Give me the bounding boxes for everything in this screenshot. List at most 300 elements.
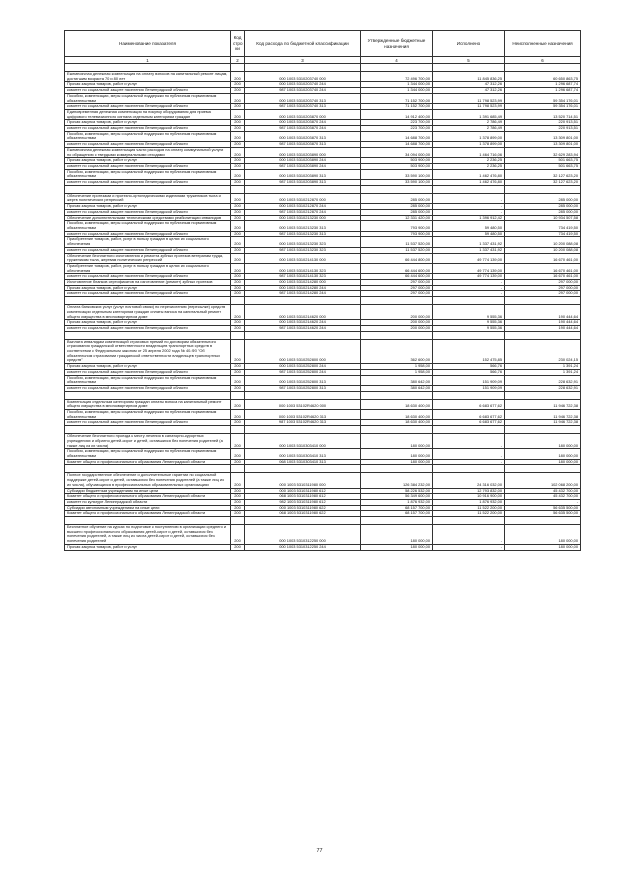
unexecuted-amount: 734 419,50 — [505, 231, 581, 237]
budget-code: 000 1003 5310311980 612 — [245, 488, 361, 494]
line-code: 200 — [231, 364, 245, 370]
unexecuted-amount: 285 000,00 — [505, 204, 581, 210]
unexecuted-amount: 501 663,75 — [505, 163, 581, 169]
table-row — [65, 253, 581, 263]
indicator-name: Прочая закупка товаров, работ и услуг — [65, 544, 231, 550]
executed-amount: - — [433, 291, 505, 297]
executed-amount: - — [433, 209, 505, 215]
indicator-name: Оплата банковских услуг (услуг почтовой связи) по перечислению (пересылке) средств компенсации отдельным категориям граждан оплаты взноса на капитальный ремонт общего имущества в многоквартирном доме — [65, 305, 231, 320]
approved-amount: 66 444 800,00 — [361, 253, 433, 263]
spacer-cell — [505, 64, 581, 72]
unexecuted-amount: 10 200 088,08 — [505, 237, 581, 247]
unexecuted-amount: 228 632,91 — [505, 385, 581, 391]
unexecuted-amount: 11 946 722,38 — [505, 420, 581, 426]
executed-amount: 49 774 139,00 — [433, 274, 505, 280]
budget-code: 000 1003 5310214280 000 — [245, 280, 361, 286]
executed-amount: - — [433, 434, 505, 449]
unexecuted-amount: 1 391,24 — [505, 369, 581, 375]
budget-code: 987 1003 5310203870 244 — [245, 126, 361, 132]
indicator-name: Обеспечение бесплатного изготовления и ремонта зубных протезов ветеранам труда, труженикам тыла, жертвам политических репрессий — [65, 253, 231, 263]
spacer-cell — [65, 331, 231, 339]
budget-code: 000 1003 5310312250 244 — [245, 544, 361, 550]
unexecuted-amount: 13 309 801,00 — [505, 131, 581, 141]
line-code: 200 — [231, 274, 245, 280]
indicator-name: Ежемесячная денежная компенсация части расходов на оплату коммунальной услуги по обращению с твердыми коммунальными отходами — [65, 147, 231, 157]
spacer-cell — [433, 64, 505, 72]
indicator-name: Комитет общего и профессионального образования Ленинградской области — [65, 459, 231, 465]
budget-code: 000 1003 5310203740 313 — [245, 93, 361, 103]
line-code: 200 — [231, 399, 245, 409]
approved-amount: 33 590 100,00 — [361, 180, 433, 186]
executed-amount: 152 475,85 — [433, 339, 505, 364]
budget-code: 987 1003 5310214620 244 — [245, 325, 361, 331]
executed-amount: 1 876 932,00 — [433, 499, 505, 505]
header-classification-code: Код расхода по бюджетной классификации — [245, 31, 361, 57]
unexecuted-amount: 1 391,24 — [505, 364, 581, 370]
budget-code: 987 1003 5310203740 313 — [245, 104, 361, 110]
column-number: 5 — [433, 57, 505, 64]
budget-code: 000 1003 5310203870 000 — [245, 109, 361, 119]
unexecuted-amount: 16 670 461,00 — [505, 253, 581, 263]
indicator-name: Пособия, компенсации, меры социальной поддержки по публичным нормативным обязательствам — [65, 93, 231, 103]
approved-amount: 14 688 700,00 — [361, 131, 433, 141]
executed-amount: - — [433, 449, 505, 459]
budget-code: 987 1003 5310203890 244 — [245, 163, 361, 169]
line-code: 200 — [231, 339, 245, 364]
line-code: 200 — [231, 511, 245, 517]
spacer-cell — [433, 185, 505, 193]
line-code: 200 — [231, 109, 245, 119]
indicator-name: комитет по социальной защите населения Ленинградской области — [65, 325, 231, 331]
spacer-cell — [231, 517, 245, 525]
executed-amount: 1 337 431,92 — [433, 237, 505, 247]
table-row — [65, 544, 581, 550]
executed-amount: 6 683 677,62 — [433, 410, 505, 420]
indicator-name: Прочая закупка товаров, работ и услуг — [65, 320, 231, 326]
unexecuted-amount: 59 354 176,01 — [505, 93, 581, 103]
spacer-cell — [505, 465, 581, 473]
table-row — [65, 305, 581, 320]
unexecuted-amount: 16 670 461,00 — [505, 274, 581, 280]
header-unexecuted: Неисполненные назначения — [505, 31, 581, 57]
executed-amount: 11 798 523,99 — [433, 93, 505, 103]
executed-amount: - — [433, 544, 505, 550]
budget-code: 987 1003 5310213230 323 — [245, 247, 361, 253]
page-number: 77 — [316, 848, 323, 854]
budget-code: 000 1003 5310312250 000 — [245, 525, 361, 545]
executed-amount: 6 683 677,62 — [433, 399, 505, 409]
executed-amount: 2 786,49 — [433, 126, 505, 132]
approved-amount: 180 000,00 — [361, 449, 433, 459]
line-code: 200 — [231, 385, 245, 391]
budget-code: 987 1003 5310203740 244 — [245, 88, 361, 94]
executed-amount: 1 378 899,00 — [433, 131, 505, 141]
table-row — [65, 72, 581, 82]
approved-amount: 18 630 400,00 — [361, 410, 433, 420]
executed-amount: - — [433, 459, 505, 465]
indicator-name: Пособия, компенсации, меры социальной поддержки по публичным нормативным обязательствам — [65, 410, 231, 420]
unexecuted-amount: 180 000,00 — [505, 434, 581, 449]
executed-amount: 1 337 431,92 — [433, 247, 505, 253]
header-approved: Утвержденные бюджетные назначения — [361, 31, 433, 57]
spacer-row — [65, 517, 581, 525]
spacer-cell — [231, 297, 245, 305]
approved-amount: 56 349 600,00 — [361, 494, 433, 500]
approved-amount: 58 226 532,00 — [361, 488, 433, 494]
budget-code: 000 1003 5310213230 313 — [245, 221, 361, 231]
indicator-name: Полное государственное обеспечение и дополнительные гарантии по социальной поддержке детей-сирот и детей, оставшихся без попечения родителей (а также лиц из их числа), обучающихся в профессиональных образовательных организациях — [65, 473, 231, 488]
approved-amount: 380 642,00 — [361, 385, 433, 391]
indicator-name: комитет по социальной защите населения Ленинградской области — [65, 420, 231, 426]
approved-amount: 200 000,00 — [361, 320, 433, 326]
indicator-name: комитет по социальной защите населения Ленинградской области — [65, 291, 231, 297]
executed-amount: 49 774 139,00 — [433, 263, 505, 273]
spacer-cell — [65, 297, 231, 305]
table-row — [65, 473, 581, 488]
approved-amount: 68 157 700,00 — [361, 511, 433, 517]
budget-code: 000 1003 5310214620 000 — [245, 305, 361, 320]
spacer-cell — [65, 391, 231, 399]
approved-amount: 1 344 000,00 — [361, 88, 433, 94]
spacer-cell — [505, 331, 581, 339]
table-body — [65, 64, 581, 551]
header-executed: Исполнено — [433, 31, 505, 57]
table-row — [65, 169, 581, 179]
unexecuted-amount: 10 934 507,58 — [505, 215, 581, 221]
indicator-name: комитет по культуре Ленинградской области — [65, 499, 231, 505]
indicator-name: комитет по социальной защите населения Ленинградской области — [65, 231, 231, 237]
approved-amount: 503 900,00 — [361, 163, 433, 169]
line-code: 200 — [231, 131, 245, 141]
unexecuted-amount: 180 000,00 — [505, 525, 581, 545]
unexecuted-amount: 297 000,00 — [505, 285, 581, 291]
spacer-cell — [231, 465, 245, 473]
executed-amount: 2 236,25 — [433, 158, 505, 164]
executed-amount: - — [433, 204, 505, 210]
spacer-cell — [245, 64, 361, 72]
unexecuted-amount: 16 670 461,00 — [505, 263, 581, 273]
unexecuted-amount: 45 432 700,00 — [505, 488, 581, 494]
budget-code: 000 1003 5310203890 000 — [245, 147, 361, 157]
indicator-name: комитет по социальной защите населения Ленинградской области — [65, 385, 231, 391]
spacer-cell — [245, 185, 361, 193]
approved-amount: 12 331 420,00 — [361, 215, 433, 221]
spacer-cell — [361, 331, 433, 339]
approved-amount: 380 642,00 — [361, 375, 433, 385]
executed-amount: 1 462 476,80 — [433, 180, 505, 186]
budget-code: 987 1003 5310252800 244 — [245, 369, 361, 375]
line-code: 200 — [231, 204, 245, 210]
approved-amount: 66 444 600,00 — [361, 263, 433, 273]
indicator-name: Единовременная денежная компенсация на покупку оборудования для приема цифрового телевизионного сигнала отдельным категориям граждан — [65, 109, 231, 119]
indicator-name: Пособия, компенсации, меры социальной поддержки по публичным нормативным обязательствам — [65, 375, 231, 385]
budget-code: 987 1003 5310214280 244 — [245, 291, 361, 297]
indicator-name: комитет по социальной защите населения Ленинградской области — [65, 126, 231, 132]
indicator-name: комитет по социальной защите населения Ленинградской области — [65, 369, 231, 375]
report-sheet — [64, 30, 580, 551]
unexecuted-amount: 180 000,00 — [505, 449, 581, 459]
spacer-cell — [433, 297, 505, 305]
line-code: 200 — [231, 209, 245, 215]
spacer-row — [65, 465, 581, 473]
line-code: 200 — [231, 180, 245, 186]
table-row — [65, 263, 581, 273]
line-code: 200 — [231, 505, 245, 511]
approved-amount: 72 496 700,00 — [361, 72, 433, 82]
unexecuted-amount: 1 296 687,74 — [505, 82, 581, 88]
line-code: 200 — [231, 488, 245, 494]
indicator-name: Пособия, компенсации, меры социальной поддержки по публичным нормативным обязательствам — [65, 221, 231, 231]
approved-amount: 793 900,00 — [361, 231, 433, 237]
table-row — [65, 221, 581, 231]
budget-code: 987 1003 53102R4620 313 — [245, 420, 361, 426]
budget-code: 000 1003 5310212870 244 — [245, 204, 361, 210]
executed-amount: 1 396 912,42 — [433, 215, 505, 221]
indicator-name: Комитет общего и профессионального образования Ленинградской области — [65, 511, 231, 517]
spacer-row — [65, 64, 581, 72]
column-number: 1 — [65, 57, 231, 64]
line-code: 200 — [231, 291, 245, 297]
unexecuted-amount: 297 000,00 — [505, 280, 581, 286]
indicator-name: комитет по социальной защите населения Ленинградской области — [65, 180, 231, 186]
indicator-name: Пособия, компенсации, меры социальной поддержки по публичным нормативным обязательствам — [65, 131, 231, 141]
approved-amount: 297 000,00 — [361, 280, 433, 286]
executed-amount: 10 916 900,00 — [433, 494, 505, 500]
spacer-cell — [433, 391, 505, 399]
line-code: 200 — [231, 525, 245, 545]
budget-code: 068 1003 5310311980 622 — [245, 511, 361, 517]
executed-amount: 24 316 032,00 — [433, 473, 505, 488]
indicator-name: Приобретение товаров, работ, услуг в пользу граждан в целях их социального обеспечения — [65, 263, 231, 273]
spacer-cell — [361, 185, 433, 193]
line-code: 200 — [231, 369, 245, 375]
budget-code: 000 1003 5310212870 000 — [245, 193, 361, 203]
line-code: 200 — [231, 147, 245, 157]
executed-amount: 9 555,36 — [433, 305, 505, 320]
unexecuted-amount: 13 520 714,51 — [505, 109, 581, 119]
budget-code: 000 1003 5310214130 000 — [245, 253, 361, 263]
unexecuted-amount: 220 913,51 — [505, 120, 581, 126]
executed-amount: 11 522 200,00 — [433, 511, 505, 517]
spacer-cell — [231, 64, 245, 72]
unexecuted-amount: 56 635 500,00 — [505, 505, 581, 511]
spacer-cell — [433, 331, 505, 339]
line-code: 200 — [231, 494, 245, 500]
column-number: 2 — [231, 57, 245, 64]
budget-code: 068 1003 5310303410 313 — [245, 459, 361, 465]
line-code: 200 — [231, 499, 245, 505]
unexecuted-amount: 11 946 722,38 — [505, 399, 581, 409]
header-line-code: Код стро ки — [231, 31, 245, 57]
unexecuted-amount: 59 354 176,01 — [505, 104, 581, 110]
spacer-cell — [361, 297, 433, 305]
line-code: 200 — [231, 449, 245, 459]
unexecuted-amount: 45 432 700,00 — [505, 494, 581, 500]
line-code: 200 — [231, 280, 245, 286]
line-code: 200 — [231, 142, 245, 148]
executed-amount: 566,76 — [433, 369, 505, 375]
executed-amount: 566,76 — [433, 364, 505, 370]
budget-code: 000 1003 5310311980 622 — [245, 505, 361, 511]
budget-code: 000 1003 5310213230 000 — [245, 215, 361, 221]
spacer-row — [65, 185, 581, 193]
approved-amount: 18 630 400,00 — [361, 399, 433, 409]
indicator-name: комитет по социальной защите населения Ленинградской области — [65, 247, 231, 253]
unexecuted-amount: 32 127 623,20 — [505, 169, 581, 179]
budget-code: 000 1003 5310252800 244 — [245, 364, 361, 370]
indicator-name: комитет по социальной защите населения Ленинградской области — [65, 163, 231, 169]
budget-code: 000 1003 5310214130 323 — [245, 263, 361, 273]
spacer-cell — [245, 517, 361, 525]
spacer-cell — [245, 426, 361, 434]
unexecuted-amount: 297 000,00 — [505, 291, 581, 297]
approved-amount: 34 094 000,00 — [361, 147, 433, 157]
indicator-name: Субсидии бюджетным учреждениям на иные цели — [65, 488, 231, 494]
line-code: 200 — [231, 221, 245, 231]
executed-amount: - — [433, 193, 505, 203]
indicator-name: Обеспечение протезами и протезно-ортопедическими изделиями тружеников тыла и жертв политических репрессий — [65, 193, 231, 203]
line-code: 200 — [231, 459, 245, 465]
approved-amount: 200 000,00 — [361, 325, 433, 331]
executed-amount: 1 391 685,49 — [433, 109, 505, 119]
budget-code: 000 1003 5310252800 313 — [245, 375, 361, 385]
table-row — [65, 434, 581, 449]
line-code: 200 — [231, 193, 245, 203]
line-code: 200 — [231, 237, 245, 247]
budget-code: 000 1003 5310252800 000 — [245, 339, 361, 364]
approved-amount: 14 912 400,00 — [361, 109, 433, 119]
executed-amount: 11 845 836,25 — [433, 72, 505, 82]
indicator-name: Субсидии автономным учреждениям на иные цели — [65, 505, 231, 511]
indicator-name: комитет по социальной защите населения Ленинградской области — [65, 88, 231, 94]
unexecuted-amount: 228 632,91 — [505, 375, 581, 385]
approved-amount: 18 630 400,00 — [361, 420, 433, 426]
budget-code: 982 1003 5310311980 612 — [245, 499, 361, 505]
approved-amount: 71 152 700,00 — [361, 104, 433, 110]
line-code: 200 — [231, 120, 245, 126]
budget-code: 987 1003 5310212870 244 — [245, 209, 361, 215]
spacer-cell — [65, 517, 231, 525]
budget-code: 000 1003 5310303410 313 — [245, 449, 361, 459]
budget-code: 000 1003 5310214620 244 — [245, 320, 361, 326]
line-code: 200 — [231, 285, 245, 291]
executed-amount: - — [433, 280, 505, 286]
executed-amount: 1 378 899,00 — [433, 142, 505, 148]
spacer-cell — [361, 426, 433, 434]
executed-amount: 2 786,49 — [433, 120, 505, 126]
spacer-cell — [231, 391, 245, 399]
indicator-name: Бесплатное обучение на курсах по подготовке к поступлению в организации среднего и высшего профессионального образования детей-сирот и детей, оставшихся без попечения родителей, а также лиц из числа детей-сирот и детей, оставшихся без попечения родителей — [65, 525, 231, 545]
unexecuted-amount: 13 309 801,00 — [505, 142, 581, 148]
budget-code: 000 1003 5310303410 000 — [245, 434, 361, 449]
line-code: 200 — [231, 247, 245, 253]
indicator-name: комитет по социальной защите населения Ленинградской области — [65, 104, 231, 110]
approved-amount: 503 900,00 — [361, 158, 433, 164]
line-code: 200 — [231, 473, 245, 488]
budget-code: 000 1003 5310203740 000 — [245, 72, 361, 82]
table-row — [65, 449, 581, 459]
spacer-cell — [245, 391, 361, 399]
unexecuted-amount: 285 000,00 — [505, 193, 581, 203]
unexecuted-amount: 285 000,00 — [505, 209, 581, 215]
table-row — [65, 375, 581, 385]
indicator-name: Обеспечение дополнительными техническими средствами реабилитации инвалидов — [65, 215, 231, 221]
executed-amount: 9 555,36 — [433, 320, 505, 326]
approved-amount: 1 958,00 — [361, 364, 433, 370]
approved-amount: 180 000,00 — [361, 544, 433, 550]
approved-amount: 11 537 520,00 — [361, 237, 433, 247]
unexecuted-amount: 501 663,75 — [505, 158, 581, 164]
unexecuted-amount: 734 419,50 — [505, 221, 581, 231]
spacer-row — [65, 331, 581, 339]
line-code: 200 — [231, 88, 245, 94]
line-code: 200 — [231, 104, 245, 110]
line-code: 200 — [231, 231, 245, 237]
approved-amount: 71 152 700,00 — [361, 93, 433, 103]
budget-code: 000 1003 5310203890 313 — [245, 169, 361, 179]
table-row — [65, 410, 581, 420]
spacer-cell — [231, 426, 245, 434]
budget-code: 000 1003 5310214280 244 — [245, 285, 361, 291]
unexecuted-amount: 10 200 088,08 — [505, 247, 581, 253]
budget-code: 987 1003 5310252800 313 — [245, 385, 361, 391]
unexecuted-amount: 11 946 722,38 — [505, 410, 581, 420]
budget-code: 000 1003 5310213230 323 — [245, 237, 361, 247]
indicator-name: комитет по социальной защите населения Ленинградской области — [65, 209, 231, 215]
indicator-name: Компенсация отдельным категориям граждан оплаты взноса на капитальный ремонт общего имущества в многоквартирном доме — [65, 399, 231, 409]
table-row — [65, 131, 581, 141]
unexecuted-amount: 190 444,64 — [505, 320, 581, 326]
spacer-cell — [361, 391, 433, 399]
budget-code: 068 1003 5310311980 612 — [245, 494, 361, 500]
table-row — [65, 399, 581, 409]
budget-code: 000 1003 53102R4620 313 — [245, 410, 361, 420]
executed-amount: 49 774 139,00 — [433, 253, 505, 263]
unexecuted-amount: 230 024,15 — [505, 339, 581, 364]
column-number: 6 — [505, 57, 581, 64]
spacer-cell — [433, 426, 505, 434]
spacer-row — [65, 426, 581, 434]
indicator-name: Пособия, компенсации, меры социальной поддержки по публичным нормативным обязательствам — [65, 449, 231, 459]
indicator-name: Прочая закупка товаров, работ и услуг — [65, 158, 231, 164]
unexecuted-amount: 32 127 623,20 — [505, 180, 581, 186]
line-code: 200 — [231, 126, 245, 132]
budget-code: 000 1003 5310311980 000 — [245, 473, 361, 488]
spacer-cell — [433, 517, 505, 525]
budget-code: 000 1003 5310203890 244 — [245, 158, 361, 164]
indicator-name: комитет по социальной защите населения Ленинградской области — [65, 274, 231, 280]
indicator-name: Прочая закупка товаров, работ и услуг — [65, 364, 231, 370]
approved-amount: 1 344 000,00 — [361, 82, 433, 88]
indicator-name: Приобретение товаров, работ, услуг в пользу граждан в целях их социального обеспечения — [65, 237, 231, 247]
spacer-cell — [361, 64, 433, 72]
unexecuted-amount: 56 635 500,00 — [505, 511, 581, 517]
line-code: 200 — [231, 72, 245, 82]
approved-amount: 285 000,00 — [361, 204, 433, 210]
approved-amount: 33 590 100,00 — [361, 169, 433, 179]
budget-code: 000 1003 53102R4620 000 — [245, 399, 361, 409]
executed-amount: 151 909,09 — [433, 375, 505, 385]
budget-code: 000 1003 5310203870 244 — [245, 120, 361, 126]
approved-amount: 223 700,00 — [361, 120, 433, 126]
executed-amount: 47 312,26 — [433, 88, 505, 94]
line-code: 200 — [231, 82, 245, 88]
executed-amount: - — [433, 285, 505, 291]
spacer-cell — [505, 517, 581, 525]
table-row — [65, 109, 581, 119]
indicator-name: Прочая закупка товаров, работ и услуг — [65, 204, 231, 210]
column-number: 3 — [245, 57, 361, 64]
